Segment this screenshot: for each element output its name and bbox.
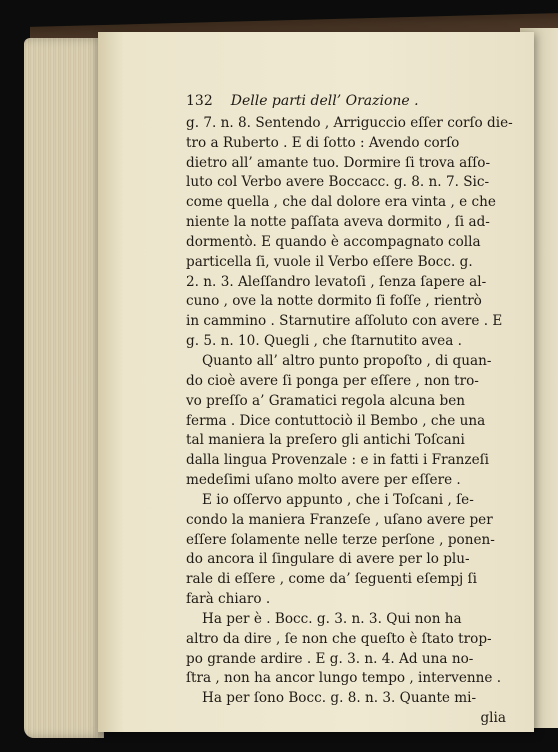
page-header [186, 92, 506, 112]
text-line: ſtra , non ha ancor lungo tempo , intervenne . [186, 670, 502, 687]
page-number: 132 [186, 93, 213, 109]
text-line: do ancora il ſingulare di avere per lo plu- [186, 551, 470, 568]
text-line: farà chiaro . [186, 591, 271, 608]
text-line: dormentò. E quando è accompagnato colla [186, 233, 481, 250]
text-line: do cioè avere ſi ponga per eſſere , non tro- [186, 372, 479, 389]
text-line: Ha per è . Bocc. g. 3. n. 3. Qui non ha [202, 610, 462, 627]
text-line: g. 5. n. 10. Quegli , che ſtarnutito avea . [186, 333, 462, 350]
page-stack-edge [24, 38, 104, 738]
text-line: 2. n. 3. Aleſſandro levatoſi , ſenza ſapere al- [186, 273, 487, 290]
text-line: dietro all’ amante tuo. Dormire ſi trova aſſo- [186, 154, 491, 171]
text-line: eſſere ſolamente nelle terze perſone , ponen- [186, 531, 495, 548]
text-line: medeſimi uſano molto avere per eſſere . [186, 472, 461, 489]
text-line: cuno , ove la notte dormito ſi foſſe , rientrò [186, 293, 482, 310]
text-line: dalla lingua Provenzale : e in fatti i Franzeſi [186, 452, 490, 469]
text-line: condo la maniera Franzeſe , uſano avere per [186, 511, 493, 528]
text-line: g. 7. n. 8. Sentendo , Arriguccio eſſer corſo die- [186, 114, 513, 131]
text-line: vo preſſo a’ Gramatici regola alcuna ben [186, 392, 465, 409]
text-line: niente la notte paſſata aveva dormito , ſi ad- [186, 214, 490, 231]
text-line: in cammino . Starnutire aſſoluto con avere . E [186, 313, 503, 330]
text-line: po grande ardire . E g. 3. n. 4. Ad una no- [186, 650, 474, 667]
text-line: particella ſi, vuole il Verbo eſſere Bocc. g. [186, 253, 473, 270]
text-line: Ha per ſono Bocc. g. 8. n. 3. Quante mi- [202, 690, 477, 707]
page-text [186, 92, 513, 729]
text-line: Quanto all’ altro punto propoſto , di quan- [202, 352, 492, 369]
text-line: rale di eſſere , come da’ ſeguenti eſempj ſi [186, 571, 477, 588]
running-head: Delle parti dell’ Orazione . [230, 93, 419, 109]
text-line: altro da dire , ſe non che queſto è ſtato trop- [186, 630, 492, 647]
text-line: ferma . Dice contuttociò il Bembo , che una [186, 412, 486, 429]
text-line: E io oſſervo appunto , che i Toſcani , ſe- [202, 491, 474, 508]
text-line: tal maniera la preſero gli antichi Toſcani [186, 432, 465, 449]
text-line: tro a Ruberto . E di ſotto : Avendo corſo [186, 134, 460, 151]
text-line: luto col Verbo avere Boccacc. g. 8. n. 7. Sic- [186, 174, 490, 191]
catchword: glia [480, 710, 506, 727]
text-line: come quella , che dal dolore era vinta , e che [186, 194, 496, 211]
